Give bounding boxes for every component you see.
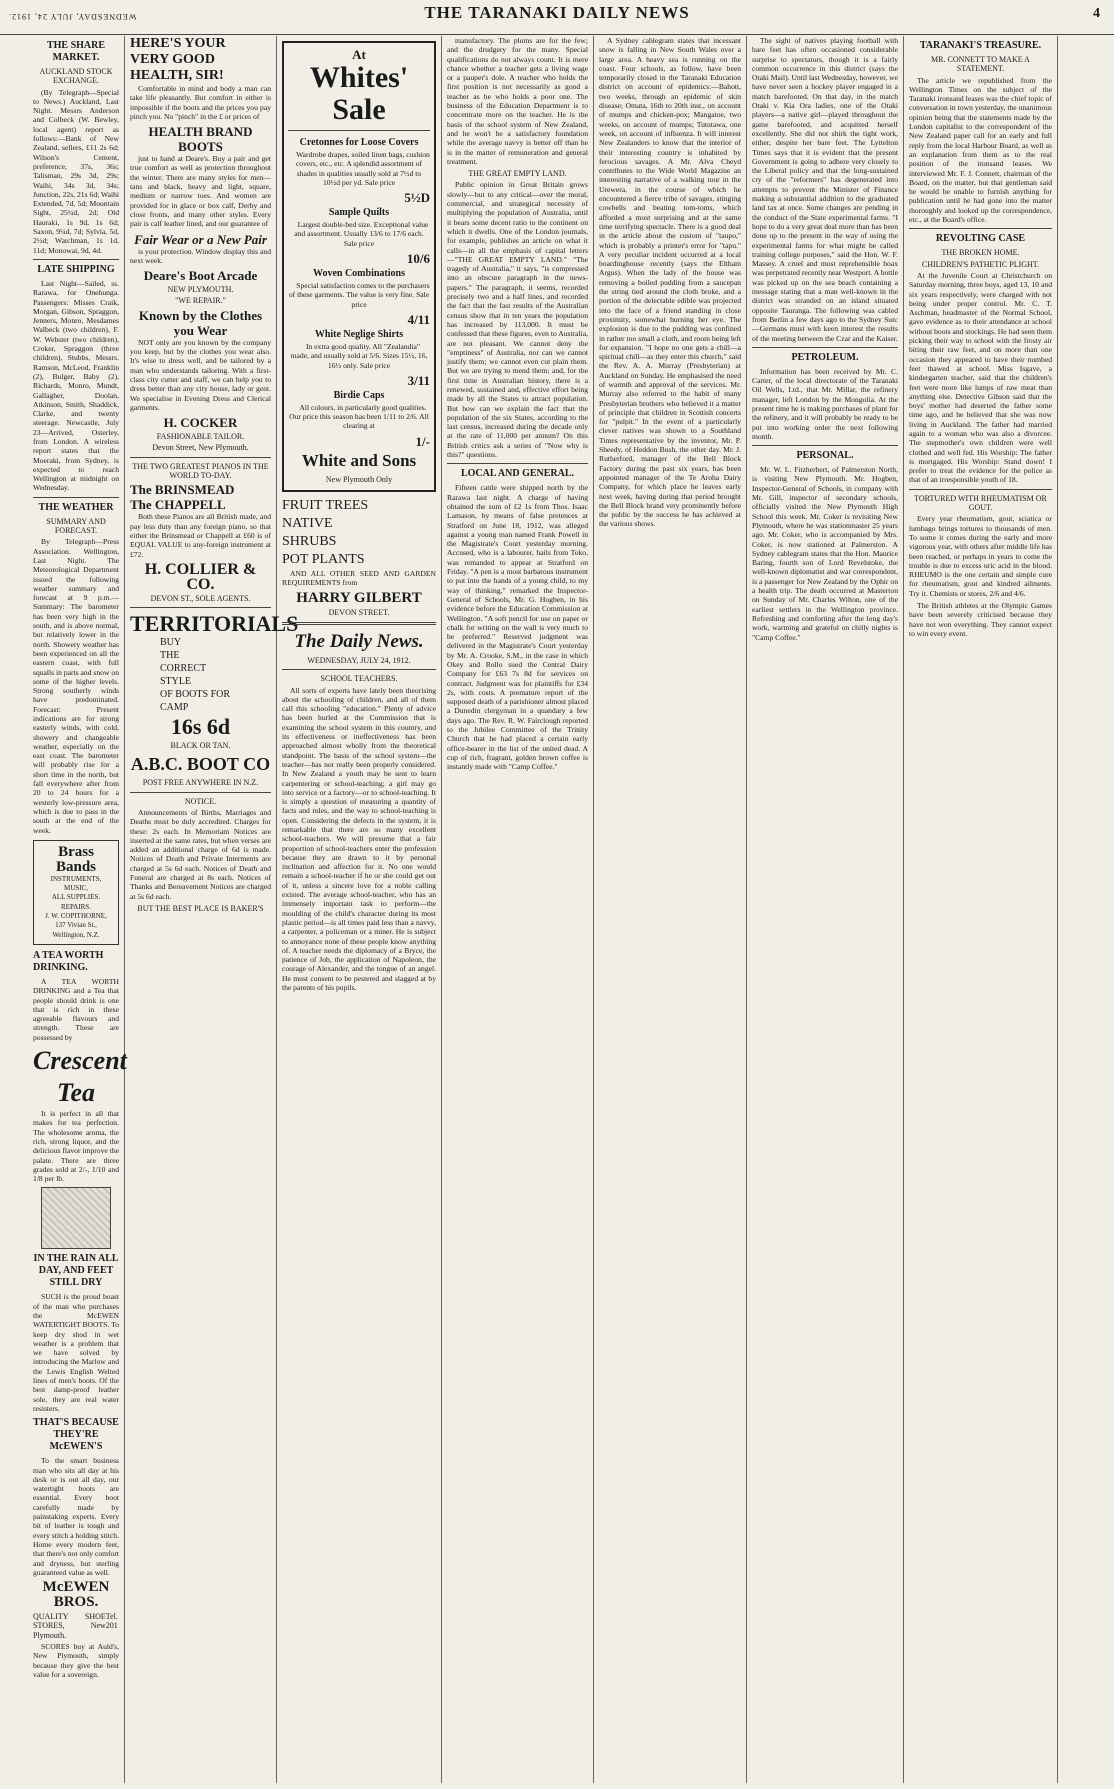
share-market-subheading: AUCKLAND STOCK EXCHANGE. <box>39 67 113 86</box>
abc-boot-co: A.B.C. BOOT CO <box>130 754 271 775</box>
shirts-text: In extra good quality. All "Zealandia" made, and usually sold at 5/6. Sizes 15½, 16, 16½ only. Sale price <box>290 341 428 370</box>
white-sons-location: New Plymouth Only <box>325 474 393 484</box>
caps-heading: Birdie Caps <box>333 389 385 401</box>
notice-text: Announcements of Births, Marriages and Deaths must be duly accredited. Charges for these: 2s each. In Memoriam Notices are inserted at the same rates, but when verses are added an additional charge of 6d is made. Notices of Death and Private Interments are charged at 5s 6d each. Notices of Death and Funeral are charged at 8s each. Notices of Thanks and Bereavement Notices are charged at 5s 6d each. <box>130 807 271 901</box>
shrubs: SHRUBS <box>282 534 337 550</box>
harry-gilbert-ad <box>282 497 436 568</box>
empty-land-heading: THE GREAT EMPTY LAND. <box>468 169 567 179</box>
harry-gilbert-address: DEVON STREET. <box>328 607 390 617</box>
boot-price: 16s 6d <box>170 714 231 740</box>
mcewen-text: To the smart business man who sits all day at his desk or is out all day, our watertight boots are essential. Every boot carefully made by painstaking experts. Every bit of leather is tough and every stitch a holding stitch. Home every modern feet, that there's not only comfort and dryness, but sterling guaranteed value as well. <box>33 1456 119 1577</box>
chappell: The CHAPPELL <box>130 497 226 513</box>
column-5 <box>594 36 746 1783</box>
treasure-subheading: MR. CONNETT TO MAKE A STATEMENT. <box>931 55 1030 74</box>
caps-text: All colours, in particularly good qualities. Our price this season has been 1/11 to 2/6. All clearing at <box>289 402 429 431</box>
revolting-case-heading: REVOLTING CASE <box>935 233 1026 245</box>
newspaper-title: THE TARANAKI DAILY NEWS <box>424 3 690 22</box>
mcewen-tel: Tel. 201 <box>105 1612 118 1631</box>
woven-text: Special satisfaction comes to the purchasers of these garments. The value is very fine. Sale price <box>288 281 430 309</box>
school-teachers-text: All sorts of experts have lately been theorising about the schooling of children, and all of them call this schooling "education." Plenty of advice has been hurled at the Commission that is examining the school system in this country, and its effectiveness or ineffectiveness has been approached almost wholly from the theoretical standpoint. The basis of the school system—the teacher—has not really been properly considered. In New Zealand a youth may be sent to learn carpentering or school-teaching; a girl may go into service or a factory—or to school-teaching. It is simply a question of measuring a quantity of facts and rules, and the way to school-teaching is open. Considering the defects in the system, it is remarkable that there are so many excellent school-teachers. We will presume that a fair proportion of school-teachers enter the profession because they are drawn to it by personal inclination and affection for it. No one would remain a school-teacher if he or she could get out of it, unless a sincere love for a noble calling existed. The average school-teacher, who has an immensely important task to perform—the moulding of the child's character during its most plastic period—is all times paid less than a navvy, a carpenter, a policeman or a miner. He is subject to annoyance none of these people know anything of. A teacher needs the diplomacy of a Bryce, the patience of Job, the application of Napoleon, the courage of Alexander, and the tongue of an angel. He must consent to be pestered and slagged at by the parents of his pupils. <box>282 685 436 993</box>
petroleum-text: Information has been received by Mr. C. Carter, of the local directorate of the Taranaki Oil Wells, Ltd., that Mr. Millar, the refinery manager, left London by the Mongolia. At the present time he is making purchases of plant for the refinery, and it will probably be ready to be put into working order the next following month. <box>752 366 898 441</box>
deare-location: NEW PLYMOUTH. <box>167 285 234 295</box>
quilts-text: Largest double-bed size. Exceptional value and assortment. Usually 13/6 to 17/6 each. Sale price <box>294 220 429 248</box>
deare-boot-arcade: Deare's Boot Arcade <box>143 268 258 284</box>
pot-plants: POT PLANTS <box>282 552 365 568</box>
treasure-text: The article we republished from the Wellington Times on the subject of the Taranaki ironsand leases was the chief topic of conversation in town yesterday, the unanimous opinion being that the statements made by the London capitalist to the correspondent of the New Zealand paper call for an early and full reply from the local Harbour Board, as well as an explanation from them as to the real position of the ironsand leases. We interviewed Mr. F. J. Connett, chairman of the Board, on the matter, but that gentleman said he would be unable to furnish anything for publication until he had gone into the matter thoroughly and looked up the correspondence, etc., at the Board's office. <box>909 75 1052 225</box>
petroleum-heading: PETROLEUM. <box>791 351 859 363</box>
tea-text: A TEA WORTH DRINKING and a Tea that people should drink is one that is rich in these agreeable flavours and strength. These are possessed by <box>33 976 119 1042</box>
rheumatism-heading: TORTURED WITH RHEUMATISM OR GOUT. <box>914 493 1047 513</box>
rheumatism-text: Every year rheumatism, gout, sciatica or lumbago brings tortures to thousands of men. To some it comes during the early and more vigorous year, with others after middle life has been reached, or perhaps in years to come the trouble is due to excess uric acid in the blood. RHEUMO is the one certain and simple cure for rheumatism, gout and kindred ailments. Try it. Chemists or stores, 2/6 and 4/6. <box>909 514 1052 598</box>
brass-line: J. W. COPITHORNE, <box>45 912 107 921</box>
mcewen-bros: McEWEN BROS. <box>42 1579 110 1611</box>
we-repair: "WE REPAIR." <box>175 296 226 306</box>
garden-requirements: AND ALL OTHER SEED AND GARDEN REQUIREMENTS from <box>282 569 436 588</box>
rain-text: SUCH is the proud boast of the man who purchases the McEWEN WATERTIGHT BOOTS. To keep dry shod in wet weather is a problem that we have solved by introducing the Marlow and the Lewis English Welted lines of men's boots. Of the best damp-proof leather sole, they are real water resisters. <box>33 1292 119 1413</box>
caps-price: 1/- <box>415 433 430 449</box>
white-and-sons: White and Sons <box>301 450 417 470</box>
daily-news-nameplate: The Daily News. <box>294 630 424 652</box>
shipping-heading: LATE SHIPPING <box>37 263 115 275</box>
brinsmead: The BRINSMEAD <box>130 482 235 498</box>
scores-text: SCORES buy at Auld's, New Plymouth, simply because they give the best value for a sovereign. <box>33 1642 119 1679</box>
terr-line: CORRECT <box>160 663 207 675</box>
crescent-tea-text: It is perfect in all that makes for tea perfection. The wholesome aroma, the rich, strong liquor, and the delicious flavor improve the palate. There are three grades sold at 2/-, 1/10 and 1/8 per lb. <box>33 1109 119 1184</box>
revolting-case-text: At the Juvenile Court at Christchurch on Saturday morning, three boys, aged 13, 10 and six years respectively, were charged with not being under proper control. Mr. C. T. Aschman, headmaster of the Normal School, gave evidence as to their attendance at school without boots and stockings. He had seen them picking their way to school with the frosty air biting their raw feet, and on more than one occasion they appeared to have their numbed feet thawed at school. Miss Isgave, a kindergarten teacher, said that the children's feet were more like lumps of raw meat than anything else. Detective Gibson said that the boys' mother had deserted the father some time ago, and he believed that she was now living in Auckland. The father had married again to a woman who was also a divorcee. The stepmother's own children were well clothed and well fed. His Worship: The father is mortgaged. His Worship: Stand down! I prefer to treat the evidence for the police as that of an irresponsible youth of 18. <box>909 270 1052 485</box>
whites-at: At <box>352 47 366 62</box>
crescent-tea-logo: Crescent Tea <box>33 1046 127 1108</box>
column-2 <box>125 36 299 1783</box>
weather-text: By Telegraph—Press Association. Wellington, Last Night. The Meteorological Department issued the following weather summary and forecast at 9 p.m.—Summary: The barometer has been very high in the south, and is above normal, but relatively lower in the north. Showery weather has been experienced on all the eastern coast, with full squalls in parts and snow on some of the higher levels. Strong southerly winds have predominated. Forecast: Present indications are for strong easterly winds, with cold, showery and changeable weather, especially on the east coast. The barometer will probably rise for a short time in the north, but fall everywhere after from 20 to 24 hours for a westerly low-pressure area, which is due to pass in the south at the end of the week. <box>33 537 119 835</box>
harry-gilbert: HARRY GILBERT <box>296 589 422 606</box>
territorials-heading: TERRITORIALS <box>130 611 299 637</box>
brass-line: 137 Vivian St., Wellington, N.Z. <box>52 921 100 939</box>
shirts-heading: White Neglige Shirts <box>314 328 404 340</box>
collier-name: H. COLLIER & CO. <box>144 560 257 593</box>
cretonne-price: 5½D <box>404 190 430 206</box>
cocker-title: FASHIONABLE TAILOR. <box>156 432 245 442</box>
boot-illustration <box>41 1187 112 1249</box>
weather-subheading: SUMMARY AND FORECAST. <box>46 516 106 536</box>
terr-line: OF BOOTS FOR <box>160 689 231 701</box>
health-text-2: just to hand at Deare's. Buy a pair and get true comfort as well as protection throughout the winter. There are many styles for men—tans and black, heavy and light, square, medium or narrow toes. And women are provided for in glace or box calf, Derby and close fronts, and many other styles. Every pair is calf leather lined, and our guarantee of <box>130 154 271 229</box>
terr-line: THE <box>160 650 180 662</box>
health-brand-boots: HEALTH BRAND BOOTS <box>148 124 253 155</box>
boot-colors: BLACK OR TAN. <box>170 741 231 751</box>
quilts-heading: Sample Quilts <box>328 207 390 219</box>
personal-text: Mr. W. L. Fitzherbert, of Palmerston North, is visiting New Plymouth. Mr. Hogben, Inspector-General of Schools, in company with Mr. Gill, inspector of secondary schools, officially visited the New Plymouth High School this week. Mr. Coker is revisiting New Plymouth, where he was stationmaster 25 years ago. Mr. Coker, who is accompanied by Mrs. Coker, is now stationed at Palmerston. A Sydney cablegram states that the Hon. Maurice Baring, fourth son of Lord Revelstoke, the well-known diplomatist and war correspondent, is a passenger for New Zealand by the Ophir on a health trip. The death occurred at Masterton on Sunday of Mr. Charles Wilton, one of the earliest settlers in the Wellington province. Refreshing and comforting after the long day's work, warming and grateful on chilly nights is "Camp Coffee." <box>752 465 898 642</box>
woven-price: 4/11 <box>407 311 430 327</box>
share-market-text: (By Telegraph—Special to News.) Auckland, Last Night. Messrs Anderson and Colbeck (W. Bewley, local agent) report as follows:—Bank of New Zealand, sellers, £11 2s 6d; Wilson's Cement, preference, 37s, 36s; Talisman, 29s 3d, 29s; Waihi, 34s 3d, 34s; Junction, 22s, 21s 6d; Waihi Extended, 7d, 5d; Mountain Sight, 25¼d, 2d; Old Hauraki, 1s 9d, 1s 6d; Saxon, 9¼d, 7d; Sylvia, 5d, 2½d; Watchman, 1s 1d, 11d; Monowai, 9d, 4d. <box>33 87 119 255</box>
news-items-text: A Sydney cablegram states that incessant snow is falling in New South Wales over a large area. A heavy sea is running on the coast. Four schools, as follow, have been temporarily closed in the Taranaki Education district on account of epidemics:—Bahott, two weeks, through an epidemic of skin disease; Omata, 16th to 20th inst., on account of mumps and chicken-pox; Mangatoe, two weeks, on account of mumps; Tututawa, one week, on account of influenza. It will interest New Zealanders to know that the interior of their interesting country is inhabited by ferocious savages. A Mr. Alva Cheyd contributes to the Wide World Magazine an interesting narrative of a walking tour in the Urewera, in the course of which he encountered a fierce tribe of savages, stinging cowbells and beating tom-toms, which afforded a most surprising and at the same time terrifying spectacle. There is a good deal in the article about the custom of "taupo," which is probably a printer's error for "tapu." A very peculiar incident occurred at a local boardinghouse recently (says the Eltham Argus). When the lady of the house was removing a boiled pudding from a saucepan the string tied around the cloth broke, and a portion of the delectable edible was projected into the face of a friend standing in close proximity, somewhat burning her eye. The explosion is due to the pudding was confined in rather too small a cloth, and room being left for expansion. "I hope no one gets a chill—a spiritual chill—as they enter this church," said the Rev. A. A. Murray (Presbyterian) at Auckland on Sunday. He emphasised the need of warmth and approval of the services. Mr. Murray also referred to the habit of many Presbyterian brothers who believed it a matter of principle that children in Scottish concerts for "pulpit." In the event of a particularly clever natives was shown to a Southland Times representative by the inventor, Mr. P. Sheedy, of Heddon Bush, the other day. Mr. J. Rutherford, manager of the Bell Block Factory during the past six years, has been appointed manager of the Te Aroha Dairy Company, for which place he leaves early next week, having during that period brought the Bell Block brand very prominently before the public by the success he has achieved at the various shows. <box>599 36 741 529</box>
known-by-clothes: Known by the Clothes you Wear <box>138 307 263 338</box>
brass-line: ALL SUPPLIES. REPAIRS. <box>51 893 101 911</box>
personal-heading: PERSONAL. <box>796 450 854 462</box>
weather-heading: THE WEATHER <box>38 501 114 513</box>
cretonne-text: Wardrobe drapes, soiled linen bags, cushion covers, etc., etc. A splendid assortment of shades in qualities usually sold at 7½d to 10½d per yd. Sale price <box>295 150 430 187</box>
woven-heading: Woven Combinations <box>313 268 405 280</box>
column-6 <box>747 36 903 1783</box>
brass-bands-ad <box>33 840 119 945</box>
pianos-heading: THE TWO GREATEST PIANOS IN THE WORLD TO-DAY. <box>132 461 269 481</box>
news-items-text: The sight of natives playing football with bare feet has often occasioned considerable surprise to spectators, though it is a fairly common occurrence in this district (says the Otaki Mail). Until last Wednesday, however, we have never seen a hockey player engaged in a match barefooted. On that day, in the match Otaki v. Kia Ora ladies, one of the Otaki players—a native girl—played throughout the game barefooted, and acquitted herself excellently. She did not shirk the tight work, either, despite her bare feet. The Lyttelton Times says that it is evident that the present Government is going to adhere very closely to the Liberal policy and that the long-sustained cry of the "reformers" has degenerated into attempts to prevent the Minister of Finance making a substantial addition to the graduated land tax at once. Some changes are pending in the conduct of the State experimental farms. "I hope to do a very great deal more than has been done up to the present in the way of using the experimental farms for what might be called training college purposes," said the Hon. W. F. Massey. A cruel and most reprehensible hoax was perpetrated recently near Westport. A bottle was picked up on the sea beach containing a message stating that a man well-known in the district was stranded on an island situated opposite Tauranga. The following was cabled from Berlin a few days ago to the Sydney Sun:—Germans must with keen interest the results of the meeting between the Czar and the Kaiser. <box>752 36 898 343</box>
column-1 <box>28 36 127 1783</box>
column-rule <box>1057 36 1058 1783</box>
brass-bands-title: Brass Bands <box>55 843 97 875</box>
editorial-date: WEDNESDAY, JULY 24, 1912. <box>307 655 411 665</box>
post-free: POST FREE ANYWHERE IN N.Z. <box>142 778 259 788</box>
health-text: Comfortable in mind and body a man can take life pleasantly. But comfort in either is impossible if the boots and the prices you pay pinch you. No "pinch" in the £ or prices of <box>130 84 271 121</box>
pianos-text: Both these Pianos are all British made, and pay less duty than any foreign piano, so that either the Brinsmead or Chappell at £60 is of EQUAL VALUE to any-foreign instrument at £72. <box>130 512 271 559</box>
fair-wear-text: is your protection. Window display this and next week. <box>130 246 271 265</box>
health-title: HERE'S YOUR VERY GOOD HEALTH, SIR! <box>130 36 226 83</box>
terr-line: STYLE <box>160 676 192 688</box>
mcewen-sub: QUALITY SHOE STORES, New Plymouth. <box>33 1612 106 1640</box>
notice-heading: NOTICE. <box>184 796 217 806</box>
olympic-text: The British athletes at the Olympic Games have been severely criticised because they have not won everything. They cannot expect to win every event. <box>909 601 1052 638</box>
local-general-heading: LOCAL AND GENERAL. <box>460 468 575 480</box>
whites-sale-ad <box>282 41 436 492</box>
cretonne-heading: Cretonnes for Loose Covers <box>299 137 419 148</box>
local-general-text: Fifteen cattle were shipped north by the Rarawa last night. A charge of having obtained the sum of £2 1s from Thos. Isaac Lamason, by means of false pretences at Stratford on June 18, 1912, was alleged against a young man named Frank Powell in the Magistrate's Court yesterday morning. Accused, who is a labourer, hails from Toko, was remanded to appear at Stratford on Friday. "A pen is a most barbarous instrument to put into the hands of a young child, to my way of thinking," remarked the Inspector-General of Schools, Mr. G. Hogben, in his evidence before the Education Commission at Wellington. "A soft pencil for use on paper or chalk for writing on the wall is very much to be preferred." Reserved judgment was delivered in the Magistrate's Court yesterday by Mr. A. Crooke, S.M., in the case in which Okey and Rollo sued the Central Dairy Company for £63 7s 8d for services on contract. Judgment was for plaintiffs for £34 2s, with costs. A premature report of the supposed death of a parishioner almost placed a Dunedin clergyman in a quandary a few days ago. The Rev. R. W. Fairclough reported to the Jubilee Committee of the Trinity Church that he had placed a certain early office-bearer in the list of the united dead. A cup of rich, fragrant, golden brown coffee is instantly made with "Camp Coffee." <box>447 483 588 772</box>
empty-land-text: Public opinion in Great Britain grows slowly—but to any critical—over the moral, commercial, and strategical necessity of multiplying the population of Australia, until it bears some decent ratio to the continent on which it dwells. One of the London journals, for example, publishes an article on what it calls—in all the emphasis of capital letters—"THE GREAT EMPTY LAND." "The tragedy of Australia," it says, "is compressed into an obscure paragraph in the news-papers." The paragraph, it seems, recorded precisely two and a half lines, and recorded the fact that the fast results of the Australian census show that in ten years the population has increased by 113,000. It must be confessed that these figures, even to Australia, are not pleasant. We cannot deny the "emptiness" of Australia, nor can we cannot justify them; we cannot even cut plain them. But we are trying to mend them; and, for the first time in Australian history, there is a renewed, sustained and, effective effort being made by all the States to attract population. But how can we explain the fact that the population of the six States, according to the last census, increased during the decade only at the rate of 11,000 per annum? On this British critics ask a series of "Now why is this?" questions. <box>447 180 588 460</box>
masthead <box>0 0 1114 35</box>
terr-line: BUY <box>160 637 182 649</box>
fair-wear-slogan: Fair Wear or a New Pair <box>134 231 267 247</box>
whites-sale-title: Whites' Sale <box>309 61 409 126</box>
brass-line: INSTRUMENTS, MUSIC, <box>50 874 102 893</box>
column-3 <box>277 36 441 1783</box>
native: NATIVE <box>282 516 333 532</box>
shipping-text: Last Night—Sailed, ss. Rarawa, for Onehunga. Passengers: Misses Craik, Morgan, Gibson, Spraggon, Jenners, Monro, Mesdames Walbeck (two children), F. W. Webster (two children), Croker, Spraggon (three children), Stubbs, Messrs. Ramson, McLeod, Franklin (2), Bulger, Baby (2), Richards, Monro, Mundt, Gallagher, Doolan, Atkinson, Smith, Shaddick, Clarke, and twenty steerage. Newcastle, July 23—Arrived, Osterley, from London. A wireless report states that the Moeraki, from Sydney, is expected to reach Wellington at midnight on Wednesday. <box>33 278 119 493</box>
share-market-heading: THE SHARE MARKET. <box>46 40 106 63</box>
bakers-line: BUT THE BEST PLACE IS BAKER'S <box>137 903 264 913</box>
page-number: 4 <box>1093 6 1100 21</box>
mcewen-slogan: THAT'S BECAUSE THEY'RE McEWEN'S <box>33 1417 119 1453</box>
rain-heading: IN THE RAIN ALL DAY, AND FEET STILL DRY <box>33 1253 119 1289</box>
terr-line: CAMP <box>160 702 189 714</box>
treasure-heading: TARANAKI'S TREASURE. <box>919 40 1042 51</box>
column-7 <box>904 36 1057 1783</box>
masthead-side-date: WEDNESDAY, JULY 24, 1912. <box>8 12 137 21</box>
cocker-name: H. COCKER <box>163 415 238 431</box>
teachers-continued: manufactory. The plums are for the few; and the drudgery for the many. Special qualifications do not always count. It is mere chance whether a teacher gets a living wage or a pauper's dole. A teacher who holds the first position is not necessarily as good a teacher as he who holds a poor one. The business of the Education Department is to concentrate more on the teacher. He is the basis of the school system of New Zealand, and he won't be a satisfactory foundation while the average navvy is better off than he is in the matter of remuneration and general treatment. <box>447 36 588 166</box>
tailor-text: NOT only are you known by the company you keep, but by the clothes you wear also. It's wise to dress well, and be tailored by a man who understands tailoring. With a first-class city cutter and staff, we can help you to dress better than any city house, lady or gent. We specialise in Evening Dress and Clerical garments. <box>130 337 271 412</box>
collier-sub: DEVON ST., SOLE AGENTS. <box>150 593 251 603</box>
broken-home-subheading: THE BROKEN HOME. <box>941 248 1020 258</box>
quilts-price: 10/6 <box>406 251 430 267</box>
cocker-address: Devon Street, New Plymouth. <box>152 443 249 453</box>
tea-heading: A TEA WORTH DRINKING. <box>33 949 104 973</box>
pathetic-plight-subheading: CHILDREN'S PATHETIC PLIGHT. <box>921 259 1040 269</box>
school-teachers-heading: SCHOOL TEACHERS. <box>320 674 398 684</box>
column-4 <box>442 36 593 1783</box>
fruit-trees: FRUIT TREES <box>282 498 369 514</box>
shirts-price: 3/11 <box>407 372 430 388</box>
